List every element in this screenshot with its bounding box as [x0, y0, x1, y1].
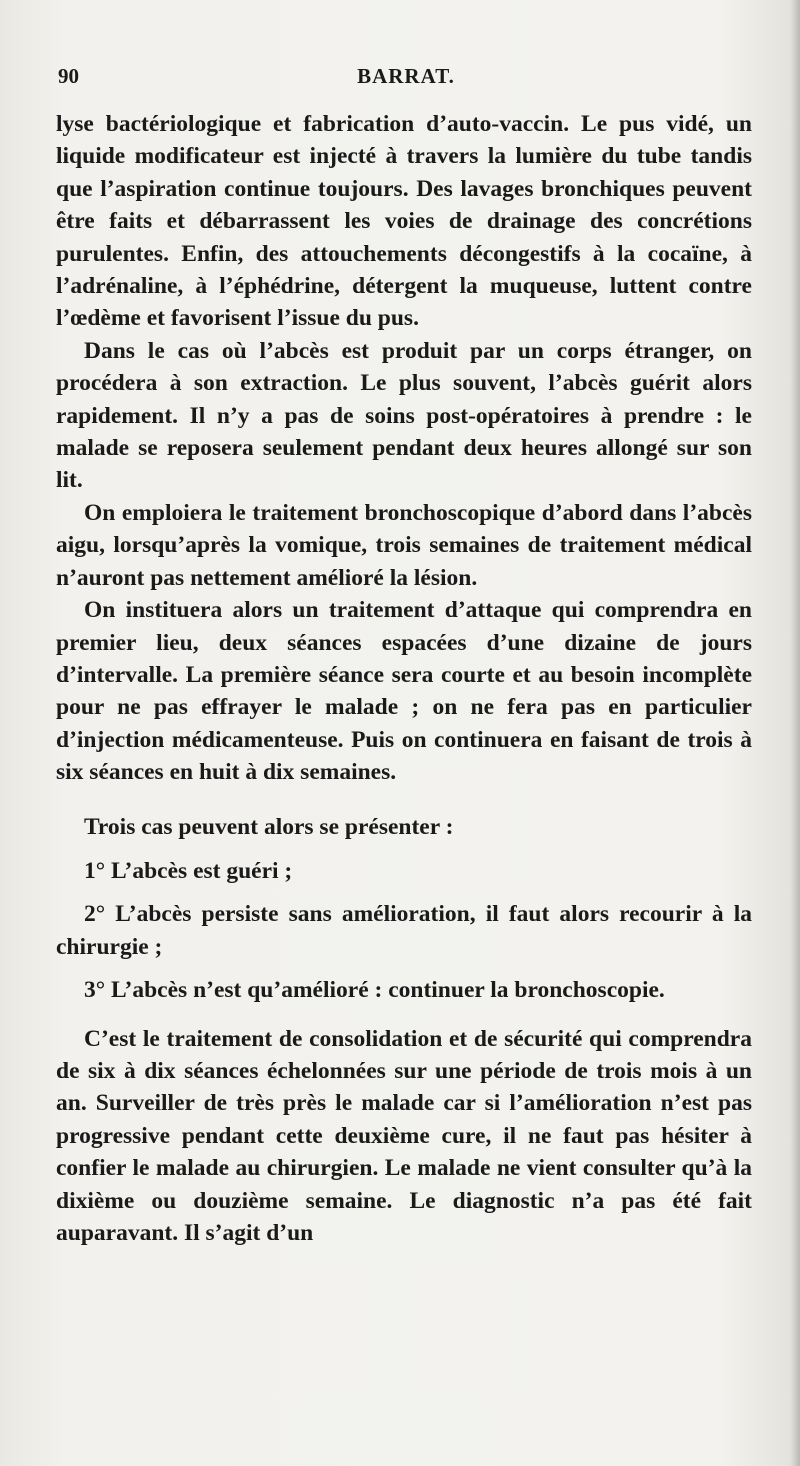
paragraph-4: On instituera alors un traitement d’attaque qui comprendra en premier lieu, deux séances espacées d’une dizaine de jours d’intervalle. La première séance sera courte et au besoin incomplète pour ne pas effrayer le malade ; on ne fera pas en particulier d’injection médicamenteuse. Puis on continuera en faisant de trois à six séances en huit à dix semaines.	[56, 597, 752, 786]
paragraph-5: Trois cas peuvent alors se présenter :	[84, 813, 454, 840]
list-item-1: 1° L’abcès est guéri ;	[84, 857, 293, 884]
spacer	[56, 789, 752, 811]
paragraph-6: C’est le traitement de consolidation et de sécurité qui comprendra de six à dix séances échelonnées sur une période de trois mois à un an. Surveiller de très près le malade car si l’amélioration n’est pas progressive pendant cette deuxième cure, il ne faut pas hésiter à confier le malade au chirurgien. Le malade ne vient consulter qu’à la dixième ou douzième semaine. Le diagnostic n’a pas été fait auparavant. Il s’agit d’un	[56, 1025, 752, 1246]
paragraph-1: lyse bactériologique et fabrication d’auto-vaccin. Le pus vidé, un liquide modificateur est injecté à travers la lumière du tube tandis que l’aspiration continue toujours. Des lavages bronchiques peuvent être faits et débarrassent les voies de drainage des concrétions purulentes. Enfin, des attouchements décongestifs à la cocaïne, à l’adrénaline, à l’éphédrine, détergent la muqueuse, luttent contre l’œdème et favorisent l’issue du pus.	[56, 111, 752, 332]
spacer	[56, 843, 752, 855]
page-edge-shadow	[790, 0, 800, 1466]
running-title: BARRAT.	[357, 64, 455, 88]
body-text	[56, 108, 752, 1249]
spacer	[56, 1007, 752, 1023]
list-item-2: 2° L’abcès persiste sans amélioration, il faut alors recourir à la chirurgie ;	[56, 901, 752, 960]
page-header	[58, 64, 754, 96]
page-number: 90	[58, 64, 79, 88]
paragraph-2: Dans le cas où l’abcès est produit par un corps étranger, on procédera à son extraction. Le plus souvent, l’abcès guérit alors rapidement. Il n’y a pas de soins post-opératoires à prendre : le malade se reposera seulement pendant deux heures allongé sur son lit.	[56, 337, 752, 494]
paragraph-3: On emploiera le traitement bronchoscopique d’abord dans l’abcès aigu, lorsqu’après la vomique, trois semaines de traitement médical n’auront pas nettement amélioré la lésion.	[56, 499, 752, 591]
list-item-3: 3° L’abcès n’est qu’amélioré : continuer la bronchoscopie.	[84, 977, 665, 1004]
